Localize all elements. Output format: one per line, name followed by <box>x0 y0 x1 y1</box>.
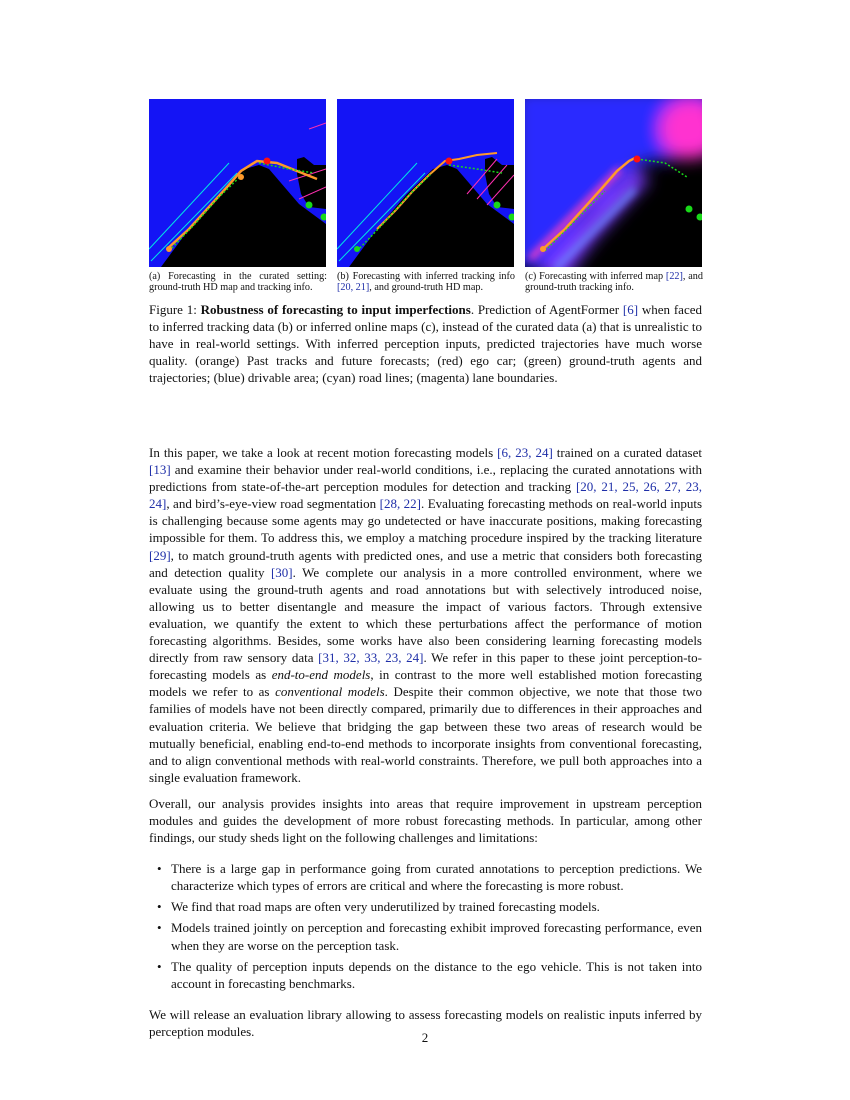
citation-link[interactable]: [6] <box>622 302 639 317</box>
text: In this paper, we take a look at recent motion forecasting models <box>149 445 498 460</box>
subcaption-a-text: (a) Forecasting in the curated setting: ground-truth HD map and tracking info. <box>149 271 327 293</box>
subcaption-c-text: , and ground-truth tracking info. <box>525 271 703 293</box>
track-point <box>166 246 172 252</box>
citation-link[interactable]: [22] <box>665 271 683 282</box>
subcaption-b <box>337 271 515 293</box>
subcaption-a <box>149 271 327 293</box>
gt-agent <box>686 206 693 213</box>
text: , to match ground-truth agents with predicted ones, and use a metric that considers both forecasting and detection quality <box>149 547 702 580</box>
text: . Evaluating forecasting methods on real-world inputs is challenging because some agents may go undetected or have inaccurate positions, making forecasting impossible for them. To address this, we employ a matching procedure inspired by the tracking literature <box>149 496 703 546</box>
panel-c-svg <box>525 99 702 267</box>
bullet-item: • There is a large gap in performance going from curated annotations to perception predictions. We characterize which types of errors are critical and where the forecasting is more robust. <box>149 860 702 894</box>
body-text <box>149 444 702 1049</box>
paragraph-3: We will release an evaluation library allowing to assess forecasting models on realistic inputs inferred by perception modules. <box>149 1006 702 1039</box>
text: trained on a curated dataset <box>552 445 702 460</box>
ego-car <box>634 156 641 163</box>
track-point <box>238 174 244 180</box>
bullet-list <box>149 860 702 992</box>
subcaption-b-text: , and ground-truth HD map. <box>369 282 484 293</box>
citation-link[interactable]: [20, 21] <box>337 282 370 293</box>
gt-agent <box>306 202 313 209</box>
subcaption-b-text: (b) Forecasting with inferred tracking info <box>337 271 515 282</box>
paragraph-1 <box>149 444 702 786</box>
panel-b-svg <box>337 99 514 267</box>
text: . Despite their common objective, we note that those two families of models have not been directly compared, primarily due to differences in their approaches and evaluation criteria. We believe that bridging the gap between these two areas of research would be mutually beneficial, enabling end-to-end methods to incorporate insights from conventional forecasting, and to align conventional methods with real-world constraints. Therefore, we pull both approaches into a single evaluation framework. <box>149 684 702 785</box>
citation-link[interactable]: [29] <box>149 547 171 563</box>
figure-caption <box>149 301 702 386</box>
paragraph-2: Overall, our analysis provides insights into areas that require improvement in upstream perception modules and guides the development of more robust forecasting methods. In particular, among other findings, our study sheds light on the following challenges and limitations: <box>149 795 702 846</box>
figure-caption-text: when faced to inferred tracking data (b) or inferred online maps (c), instead of the curated data (a) that is unrealistic to have in real-world settings. With inferred perception inputs, predicted trajectories have much worse quality. (orange) Past tracks and future forecasts; (red) ego car; (green) ground-truth agents and trajectories; (blue) drivable area; (cyan) road lines; (magenta) lane boundaries. <box>149 302 702 385</box>
text: . We complete our analysis in a more controlled environment, where we evaluate using the ground-truth agents and road annotations but with selectively introduced noise, allowing us to better disentangle and measure the impact of various factors. Through extensive evaluation, we quantify the extent to which these perturbations affect the performance of motion forecasting algorithms. Besides, some works have also been considering learning forecasting models directly from raw sensory data <box>149 564 702 666</box>
panel-a-image <box>149 99 326 267</box>
subcaption-c <box>525 271 703 293</box>
emphasis: end-to-end models <box>271 667 371 683</box>
citation-link[interactable]: [13] <box>149 462 171 478</box>
citation-link[interactable]: [28, 22] <box>379 496 421 512</box>
emphasis: conventional models <box>275 684 385 700</box>
page-number: 2 <box>421 1030 429 1045</box>
panel-b-image <box>337 99 514 267</box>
figure-caption-text: . Prediction of AgentFormer <box>470 302 623 317</box>
text: and examine their behavior under real-world conditions, i.e., replacing the curated annotations with predictions from state-of-the-art perception modules for detection and tracking <box>149 462 702 495</box>
figure-1 <box>149 99 702 267</box>
gt-agent <box>354 246 360 252</box>
ego-car <box>264 158 271 165</box>
figure-label: Figure 1: <box>149 302 201 317</box>
bullet-item: • We find that road maps are often very underutilized by trained forecasting models. <box>149 898 702 915</box>
track-point <box>540 246 546 252</box>
bullet-item: • The quality of perception inputs depends on the distance to the ego vehicle. This is not taken into account in forecasting benchmarks. <box>149 958 702 992</box>
citation-link[interactable]: [30] <box>270 564 293 580</box>
citation-link[interactable]: [20, 21, 25, 26, 27, 23, 24] <box>149 479 702 512</box>
panel-a-svg <box>149 99 326 267</box>
text: , and bird’s-eye-view road segmentation <box>166 496 380 512</box>
bullet-item: • Models trained jointly on perception and forecasting exhibit improved forecasting performance, even when they are worse on the perception task. <box>149 919 702 953</box>
text: . We refer in this paper to these joint perception-to-forecasting models as <box>149 650 702 683</box>
panel-c-image <box>525 99 702 267</box>
citation-link[interactable]: [31, 32, 33, 23, 24] <box>318 650 424 666</box>
subcaption-c-text: (c) Forecasting with inferred map <box>525 271 666 282</box>
figure-caption-title: Robustness of forecasting to input imperfections <box>200 302 471 317</box>
text: , in contrast to the more well established motion forecasting models we refer to as <box>149 667 703 700</box>
gt-agent <box>494 202 501 209</box>
ego-car <box>446 158 453 165</box>
citation-link[interactable]: [6, 23, 24] <box>497 445 553 460</box>
